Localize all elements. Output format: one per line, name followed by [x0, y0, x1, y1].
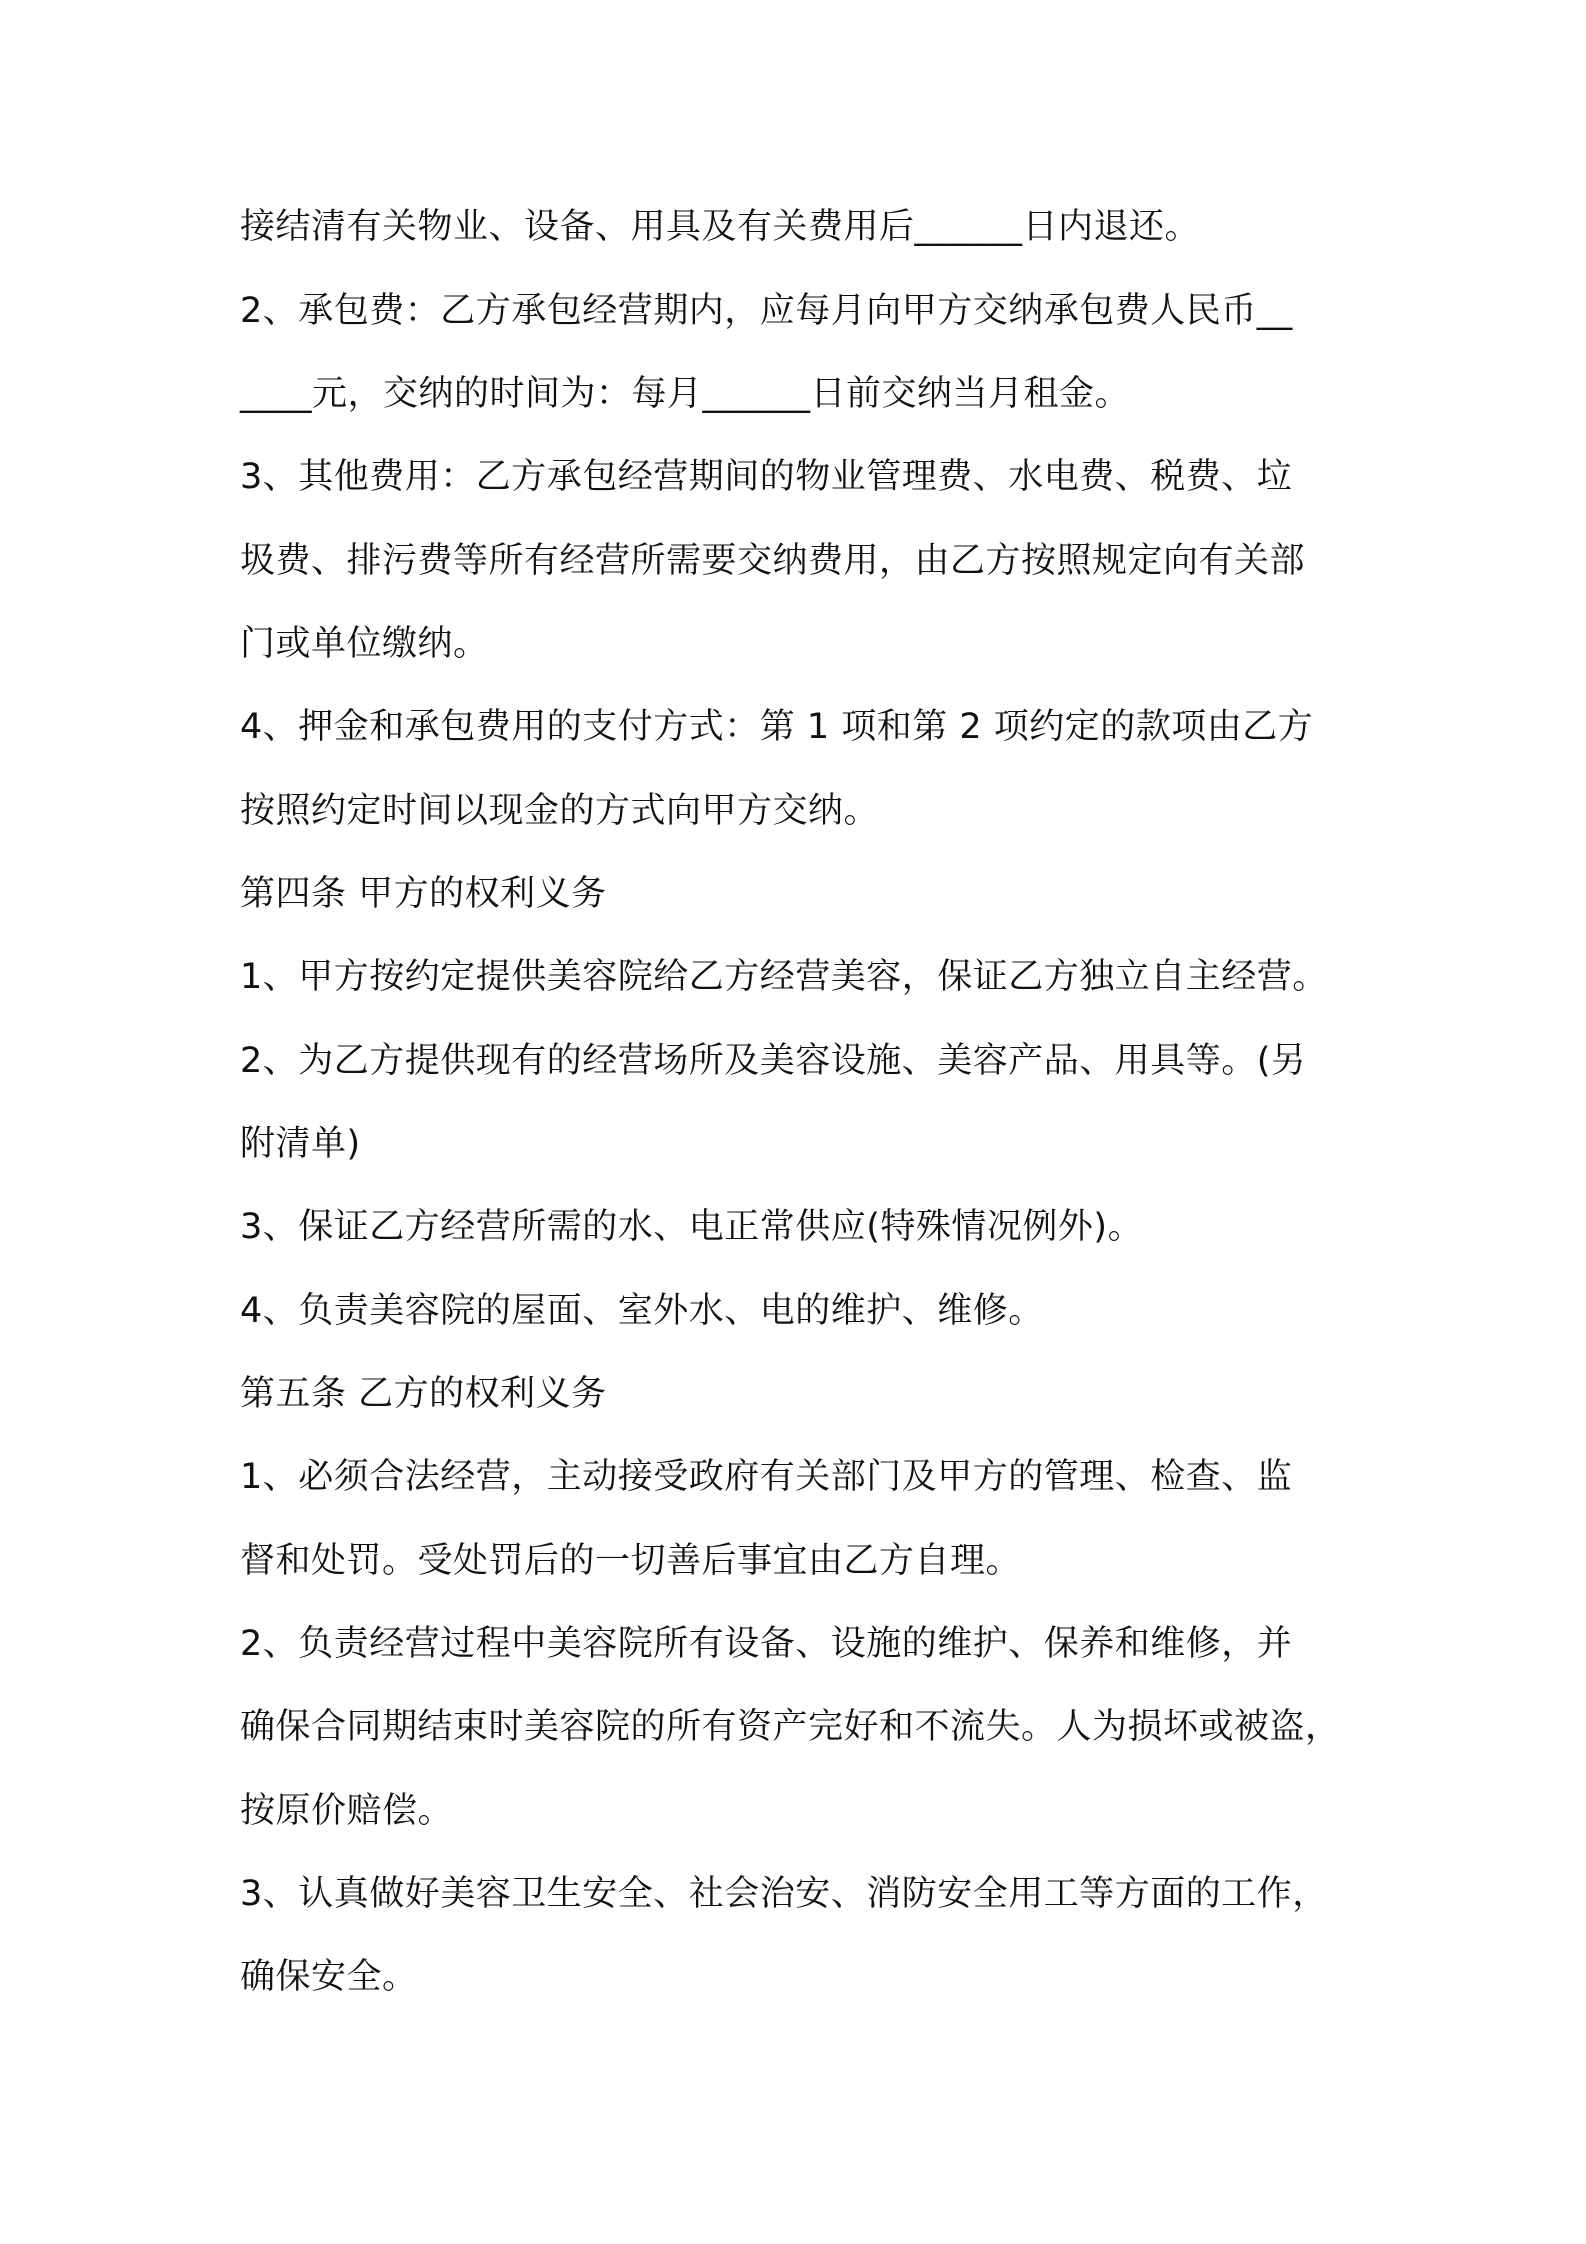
- text-line: 2、承包费：乙方承包经营期内，应每月向甲方交纳承包费人民币__: [240, 291, 1293, 331]
- text-line: 4、负责美容院的屋面、室外水、电的维护、维修。: [240, 1291, 1044, 1331]
- section-heading: 第五条 乙方的权利义务: [240, 1374, 607, 1414]
- text-line: 附清单): [240, 1124, 361, 1164]
- text-line: 1、必须合法经营，主动接受政府有关部门及甲方的管理、检查、监: [240, 1457, 1293, 1497]
- text-line: 确保安全。: [240, 1957, 418, 1997]
- text-line: 3、保证乙方经营所需的水、电正常供应(特殊情况例外)。: [240, 1207, 1144, 1247]
- text-line: 确保合同期结束时美容院的所有资产完好和不流失。人为损坏或被盗，: [240, 1707, 1341, 1747]
- text-line: 门或单位缴纳。: [240, 624, 489, 664]
- text-line: 按照约定时间以现金的方式向甲方交纳。: [240, 791, 880, 831]
- text-line: 1、甲方按约定提供美容院给乙方经营美容，保证乙方独立自主经营。: [240, 957, 1328, 997]
- text-line: 3、认真做好美容卫生安全、社会治安、消防安全用工等方面的工作，: [240, 1874, 1328, 1914]
- text-line: 2、负责经营过程中美容院所有设备、设施的维护、保养和维修，并: [240, 1624, 1293, 1664]
- text-line: 督和处罚。受处罚后的一切善后事宜由乙方自理。: [240, 1541, 1022, 1581]
- text-line: ____元，交纳的时间为：每月______日前交纳当月租金。: [240, 374, 1131, 414]
- text-line: 接结清有关物业、设备、用具及有关费用后______日内退还。: [240, 207, 1201, 247]
- text-line: 圾费、排污费等所有经营所需要交纳费用，由乙方按照规定向有关部: [240, 541, 1306, 581]
- section-heading: 第四条 甲方的权利义务: [240, 874, 607, 914]
- text-line: 2、为乙方提供现有的经营场所及美容设施、美容产品、用具等。(另: [240, 1041, 1307, 1081]
- text-line: 按原价赔偿。: [240, 1791, 454, 1831]
- text-line: 4、押金和承包费用的支付方式：第 1 项和第 2 项约定的款项由乙方: [240, 707, 1314, 747]
- text-line: 3、其他费用：乙方承包经营期间的物业管理费、水电费、税费、垃: [240, 457, 1293, 497]
